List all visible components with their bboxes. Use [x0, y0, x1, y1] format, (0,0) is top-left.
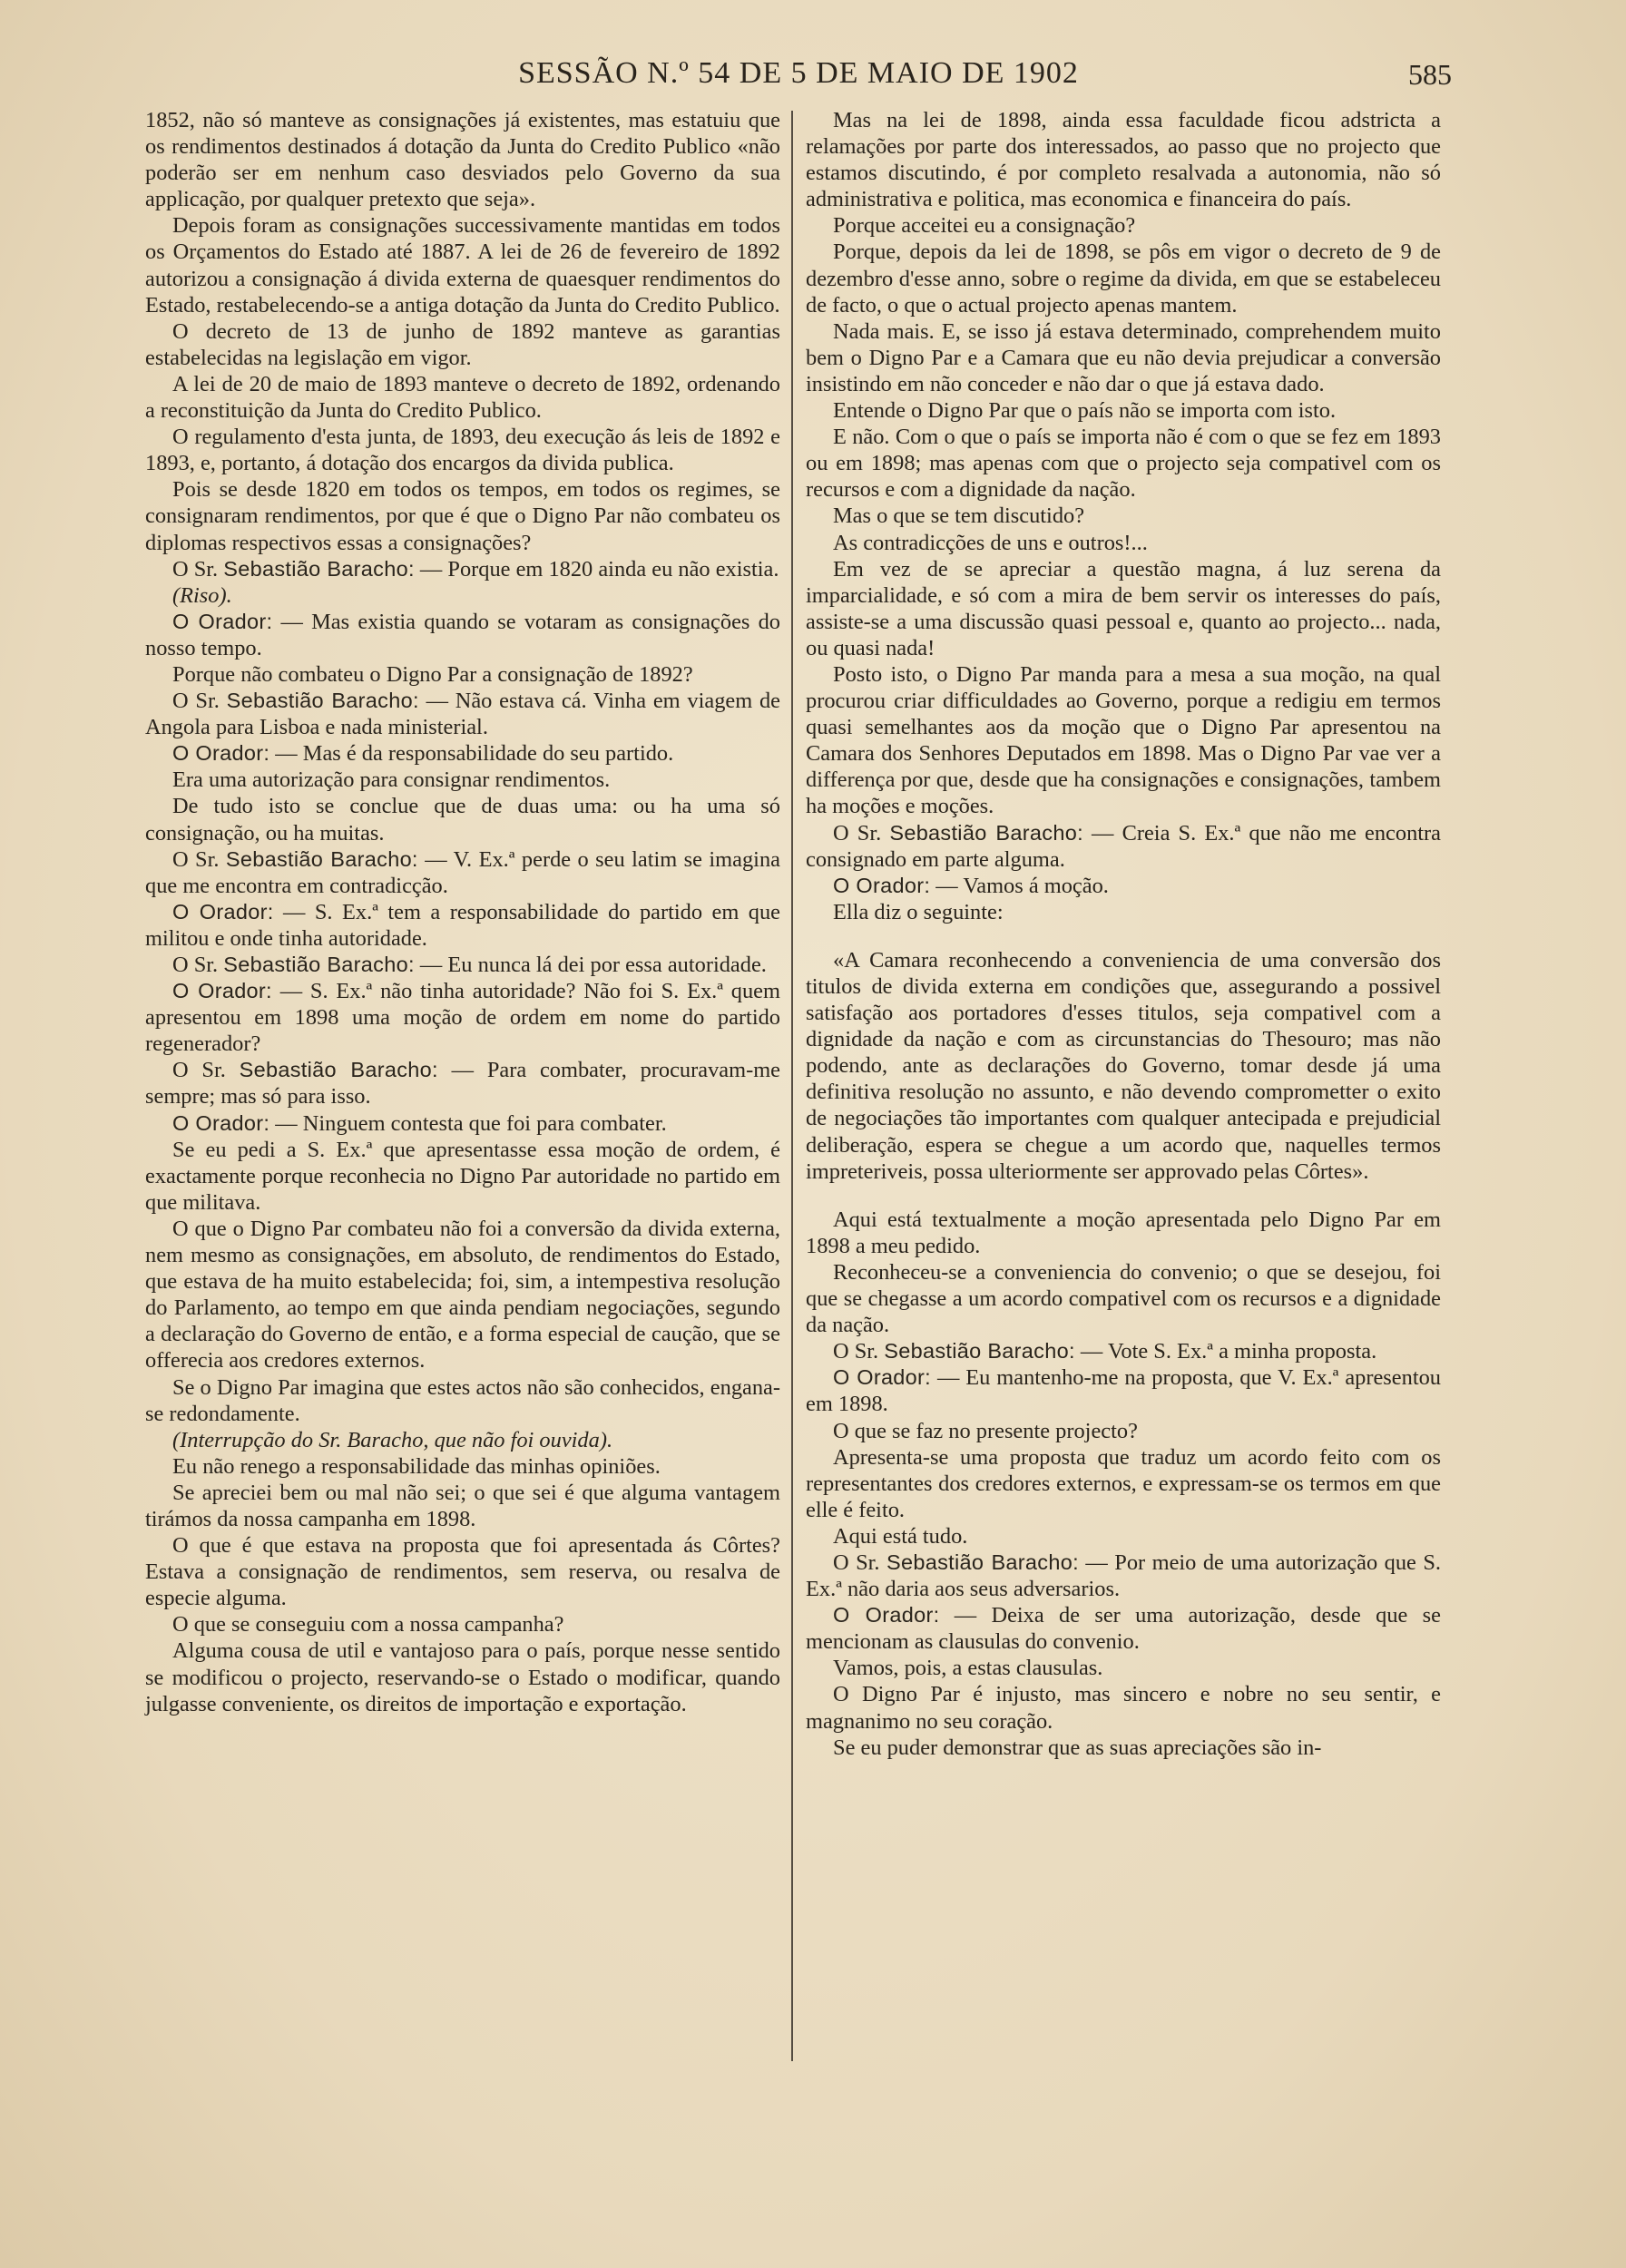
speaker-prefix: O Sr. — [172, 689, 220, 714]
speaker-name: Sebastião Baracho: — [884, 1339, 1075, 1364]
speech-text: — Ninguem contesta que foi para combater. — [275, 1110, 667, 1136]
speaker-name: Sebastião Baracho: — [225, 846, 418, 871]
speaker-name: O Orador: — [833, 1603, 940, 1628]
paragraph: O que é que estava na proposta que foi apresentada ás Côrtes? Estava a consignação de rendimentos, sem reserva, ou resalva de especie alguma. — [145, 1533, 780, 1611]
speech-paragraph — [806, 1602, 1441, 1655]
speaker-prefix: O Sr. — [172, 953, 219, 977]
paragraph: Depois foram as consignações successivamente mantidas em todos os Orçamentos do Estado até 1887. A lei de 26 de fevereiro de 1892 autorizou a consignação á divida externa de quaesquer rendimentos do Estado, restabelecendo-se a antiga dotação da Junta do Credito Publico. — [145, 213, 780, 318]
paragraph: O decreto de 13 de junho de 1892 manteve as garantias estabelecidas na legislação em vigor. — [145, 318, 780, 370]
speech-text: — Vamos á moção. — [935, 873, 1109, 898]
paragraph: Em vez de se apreciar a questão magna, á luz serena da imparcialidade, e só com a mira de bem servir os interesses do país, assiste-se a uma discussão quasi pessoal e, quanto ao projecto... nada, ou quasi nada! — [806, 556, 1441, 660]
paragraph: Eu não renego a responsabilidade das minhas opiniões. — [172, 1453, 661, 1479]
speech-text: — Para combater, procuravam-me sempre; mas só para isso. — [145, 1058, 780, 1110]
speech-text: — Eu nunca lá dei por essa autoridade. — [419, 953, 767, 977]
paragraph: As contradicções de uns e outros!... — [833, 530, 1148, 555]
speech-paragraph — [145, 952, 780, 978]
paragraph: Aqui está textualmente a moção apresentada pelo Digno Par em 1898 a meu pedido. — [806, 1207, 1441, 1258]
speaker-name: Sebastião Baracho: — [223, 953, 415, 976]
speaker-name: Sebastião Baracho: — [226, 689, 419, 713]
speaker-prefix: O Sr. — [172, 556, 219, 582]
paragraph: O regulamento d'esta junta, de 1893, deu execução ás leis de 1892 e 1893, e, portanto, á dotação dos encargos da divida publica. — [145, 425, 780, 476]
quoted-motion: «A Camara reconhecendo a conveniencia de uma conversão dos titulos de divida externa em condições que, assegurando a possivel satisfação aos portadores d'esses titulos, seja compativel com a dignidade da nação e com as circunstancias do Thesouro; mas não podendo, ante as declarações do Governo, tomar desde já uma definitiva resolução no assunto, e não devendo comprometter o exito de negociações tão importantes com qualquer antecipada e prejudicial deliberação, espera se chegue a um acordo que, naquelles termos impreteriveis, possa ulteriormente ser approvado pelas Côrtes». — [806, 947, 1441, 1184]
speech-paragraph — [145, 1110, 780, 1137]
speech-text: — Vote S. Ex.ª a minha proposta. — [1080, 1339, 1377, 1364]
speech-paragraph — [806, 1364, 1441, 1417]
speech-paragraph — [145, 1057, 780, 1110]
speech-text: — Deixa de ser uma autorização, desde que se mencionam as clausulas do convenio. — [806, 1603, 1441, 1655]
speaker-name: O Orador: — [172, 979, 272, 1003]
paragraph: 1852, não só manteve as consignações já existentes, mas estatuiu que os rendimentos destinados á dotação da Junta do Credito Publico «não poderão ser em nenhum caso desviados pelo Governo da sua applicação, por qualquer pretexto que seja». — [145, 108, 780, 212]
speech-paragraph — [145, 688, 780, 740]
speaker-prefix: O Sr. — [172, 1058, 226, 1083]
speaker-name: O Orador: — [172, 741, 270, 766]
speech-text: — S. Ex.ª tem a responsabilidade do partido em que militou e onde tinha autoridade. — [145, 899, 780, 951]
speech-paragraph — [145, 740, 780, 767]
speech-text: — V. Ex.ª perde o seu latim se imagina que me encontra em contradicção. — [145, 846, 780, 898]
speech-paragraph — [806, 873, 1441, 899]
page-number: 585 — [1408, 58, 1452, 91]
paragraph: E não. Com o que o país se importa não é com o que se fez em 1893 ou em 1898; mas apenas com que o projecto seja compativel com os recursos e com a dignidade da nação. — [806, 425, 1441, 503]
speaker-name: Sebastião Baracho: — [239, 1058, 438, 1082]
stage-note: (Riso). — [172, 582, 232, 608]
speaker-name: O Orador: — [172, 1110, 270, 1135]
paragraph: Mas na lei de 1898, ainda essa faculdade ficou adstricta a relamações por parte dos interessados, ao passo que no projecto que estamos discutindo, é por completo resalvada a autonomia, não só administrativa e politica, mas economica e financeira do país. — [806, 108, 1441, 212]
paragraph: Pois se desde 1820 em todos os tempos, em todos os regimes, se consignaram rendimentos, por que é que o Digno Par não combateu os diplomas respectivos essas a consignações? — [145, 477, 780, 555]
paragraph: Alguma cousa de util e vantajoso para o país, porque nesse sentido se modificou o projecto, reservando-se o Estado o modificar, quando julgasse conveniente, os direitos de importação e exportação. — [145, 1638, 780, 1716]
speech-paragraph — [145, 899, 780, 952]
page-header — [145, 56, 1452, 100]
paragraph: Se o Digno Par imagina que estes actos não são conhecidos, engana-se redondamente. — [145, 1374, 780, 1426]
paragraph: O Digno Par é injusto, mas sincero e nobre no seu sentir, e magnanimo no seu coração. — [806, 1682, 1441, 1734]
paragraph: Mas o que se tem discutido? — [833, 503, 1085, 529]
paragraph: Porque acceitei eu a consignação? — [833, 213, 1136, 239]
paragraph: De tudo isto se conclue que de duas uma: ou ha uma só consignação, ou ha muitas. — [145, 794, 780, 846]
left-column — [145, 107, 780, 1717]
speech-text: — Mas é da responsabilidade do seu partido. — [275, 741, 674, 767]
column-divider — [791, 111, 793, 2061]
paragraph: Apresenta-se uma proposta que traduz um acordo feito com os representantes dos credores externos, e expressam-se os termos em que elle é feito. — [806, 1444, 1441, 1522]
speech-text: — Por meio de uma autorização que S. Ex.ª não daria aos seus adversarios. — [806, 1549, 1442, 1602]
speaker-name: O Orador: — [172, 609, 273, 633]
speaker-name: O Orador: — [172, 899, 274, 924]
speaker-name: Sebastião Baracho: — [223, 556, 415, 581]
speech-text: — S. Ex.ª não tinha autoridade? Não foi S. Ex.ª quem apresentou em 1898 uma moção de ordem em nome do partido regenerador? — [145, 979, 780, 1057]
speech-text: — Mas existia quando se votaram as consignações do nosso tempo. — [145, 609, 780, 660]
paragraph: Vamos, pois, a estas clausulas. — [833, 1656, 1103, 1681]
paragraph: Posto isto, o Digno Par manda para a mesa a sua moção, na qual procurou criar difficuldades ao Governo, porque a redigiu em termos quasi semelhantes aos da moção que o Digno Par apresentou na Camara dos Senhores Deputados em 1898. Mas o Digno Par vae ver a differença por que, desde que ha consignações e consignações, tambem ha moções e moções. — [806, 661, 1441, 819]
speech-paragraph — [145, 978, 780, 1057]
paragraph: Reconheceu-se a conveniencia do convenio; o que se desejou, foi que se chegasse a um acordo compativel com os recursos e a dignidade da nação. — [806, 1259, 1441, 1338]
paragraph: Porque não combateu o Digno Par a consignação de 1892? — [172, 661, 693, 687]
speaker-name: Sebastião Baracho: — [889, 820, 1083, 845]
paragraph: Se apreciei bem ou mal não sei; o que sei é que alguma vantagem tirámos da nossa campanha em 1898. — [145, 1480, 780, 1531]
paragraph: Era uma autorização para consignar rendimentos. — [172, 767, 611, 793]
speech-text: — Não estava cá. Vinha em viagem de Angola para Lisboa e nada ministerial. — [145, 689, 780, 740]
speech-paragraph — [145, 846, 780, 899]
speech-paragraph — [806, 820, 1441, 873]
paragraph: Se eu pedi a S. Ex.ª que apresentasse essa moção de ordem, é exactamente porque reconhecia no Digno Par autoridade no partido em que militava. — [145, 1137, 780, 1215]
speech-text: — Creia S. Ex.ª que não me encontra consignado em parte alguma. — [806, 820, 1441, 872]
speech-paragraph — [145, 609, 780, 661]
speaker-name: Sebastião Baracho: — [886, 1549, 1079, 1574]
speech-text: — Porque em 1820 ainda eu não existia. — [419, 556, 779, 582]
speech-text: — Eu mantenho-me na proposta, que V. Ex.ª apresentou em 1898. — [806, 1365, 1441, 1417]
speaker-name: O Orador: — [833, 1365, 932, 1390]
speaker-prefix: O Sr. — [172, 846, 220, 872]
paragraph: Porque, depois da lei de 1898, se pôs em vigor o decreto de 9 de dezembro d'esse anno, sobre o regime da divida, em que se estabeleceu de facto, o que o actual projecto apenas mantem. — [806, 240, 1441, 318]
paragraph: O que se faz no presente projecto? — [833, 1418, 1138, 1443]
speech-paragraph — [806, 1338, 1441, 1364]
paragraph: O que o Digno Par combateu não foi a conversão da divida externa, nem mesmo as consignações, em absoluto, de rendimentos do Estado, que estava de ha muito estabelecida; foi, sim, a intempestiva resolução do Parlamento, ao tempo em que ainda pendiam negociações, segundo a declaração do Governo de então, e a forma especial de caução, que se offerecia aos credores externos. — [145, 1216, 780, 1374]
speaker-prefix: O Sr. — [833, 1339, 879, 1364]
paragraph: Ella diz o seguinte: — [833, 899, 1004, 924]
right-column — [806, 107, 1441, 1761]
paragraph: A lei de 20 de maio de 1893 manteve o decreto de 1892, ordenando a reconstituição da Junta do Credito Publico. — [145, 371, 780, 424]
speaker-prefix: O Sr. — [833, 820, 882, 846]
paragraph: Se eu puder demonstrar que as suas apreciações são in- — [833, 1735, 1322, 1760]
paragraph: O que se conseguiu com a nossa campanha? — [172, 1612, 564, 1637]
paragraph: Aqui está tudo. — [833, 1523, 968, 1549]
speech-paragraph — [145, 556, 780, 582]
speaker-name: O Orador: — [833, 873, 931, 897]
session-title: SESSÃO N.º 54 DE 5 DE MAIO DE 1902 — [518, 56, 1079, 90]
speaker-prefix: O Sr. — [833, 1549, 880, 1575]
speech-paragraph — [806, 1549, 1441, 1602]
paragraph: Nada mais. E, se isso já estava determinado, comprehendem muito bem o Digno Par e a Camara que eu não devia prejudicar a conversão insistindo em não conceder e não dar o que já estava dado. — [806, 318, 1441, 396]
paragraph: Entende o Digno Par que o país não se importa com isto. — [833, 398, 1337, 424]
stage-note: (Interrupção do Sr. Baracho, que não foi ouvida). — [172, 1427, 613, 1452]
